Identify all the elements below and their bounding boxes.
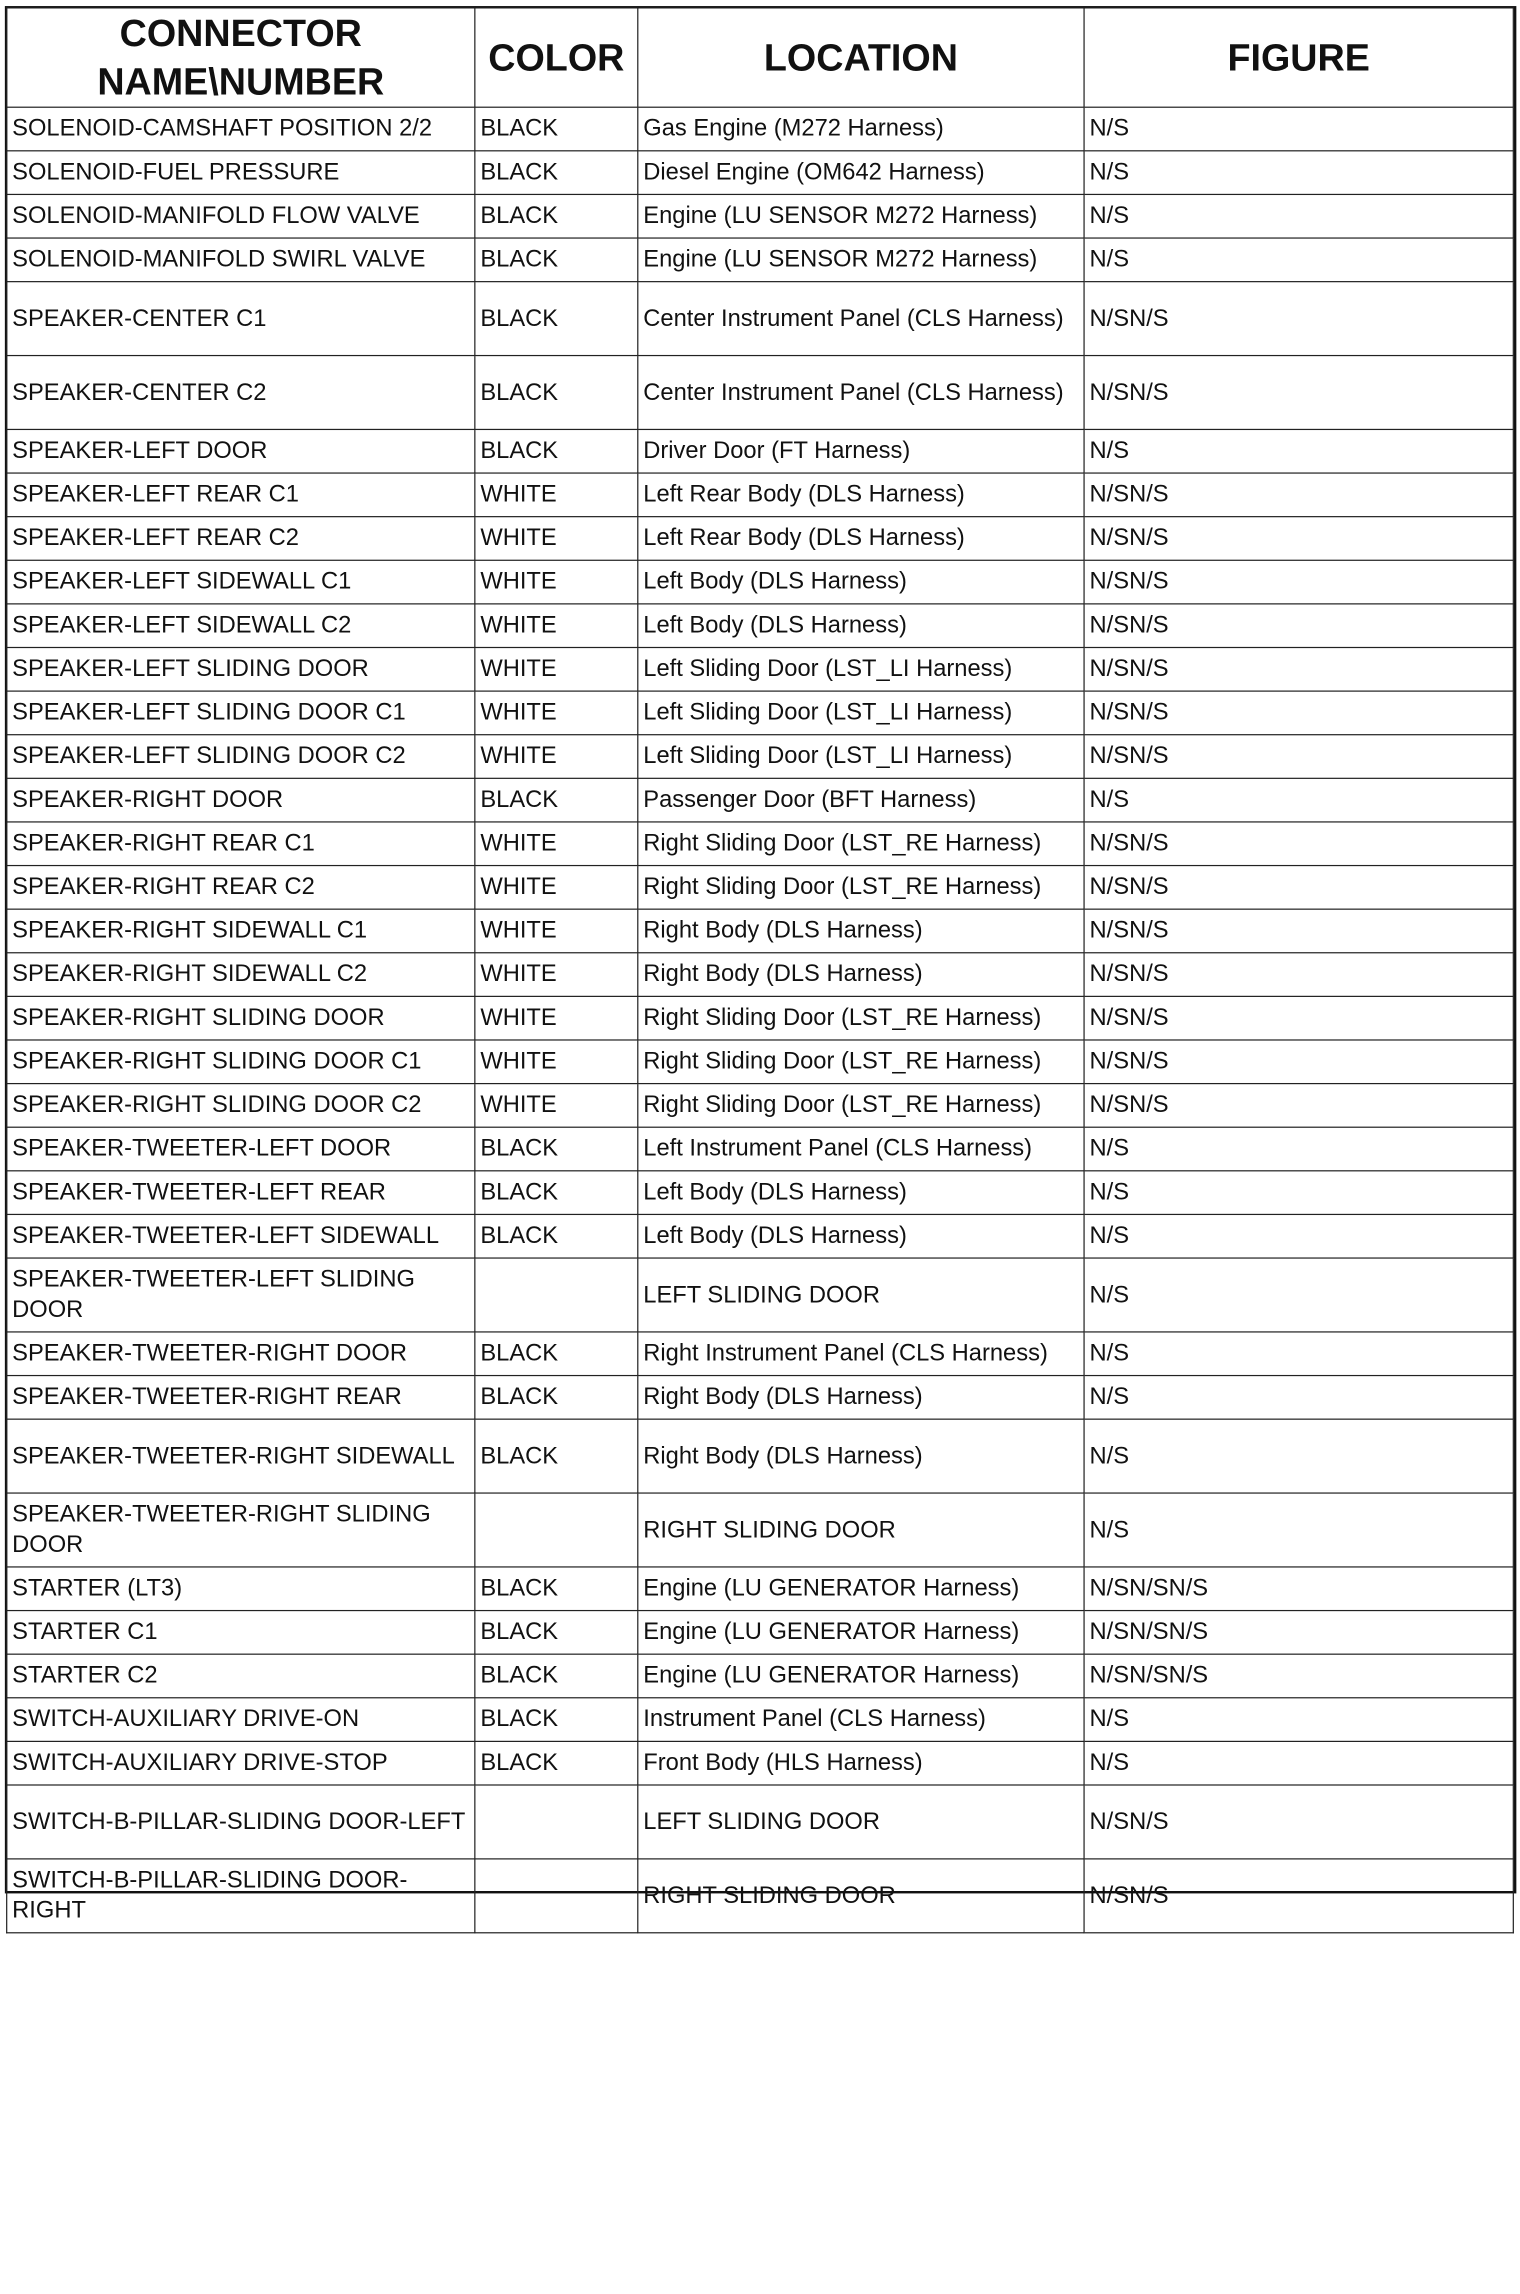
cell-name: SPEAKER-RIGHT SIDEWALL C1	[7, 909, 475, 953]
table-row	[7, 953, 1514, 997]
cell-figure: N/S	[1084, 1741, 1513, 1785]
table-row	[7, 1084, 1514, 1128]
cell-name: SPEAKER-LEFT SLIDING DOOR C1	[7, 691, 475, 735]
table-row	[7, 1171, 1514, 1215]
table-row	[7, 1214, 1514, 1258]
table-row	[7, 1376, 1514, 1420]
cell-color	[475, 1785, 638, 1859]
cell-location: Left Body (DLS Harness)	[638, 1171, 1084, 1215]
table-row	[7, 691, 1514, 735]
cell-location: Right Body (DLS Harness)	[638, 909, 1084, 953]
table-row	[7, 1419, 1514, 1493]
cell-location: Left Body (DLS Harness)	[638, 1214, 1084, 1258]
cell-color: BLACK	[475, 1698, 638, 1742]
cell-color: BLACK	[475, 429, 638, 473]
cell-figure: N/S	[1084, 1698, 1513, 1742]
table-row	[7, 1785, 1514, 1859]
cell-figure: N/SN/S	[1084, 996, 1513, 1040]
cell-location: RIGHT SLIDING DOOR	[638, 1859, 1084, 1933]
cell-location: Left Instrument Panel (CLS Harness)	[638, 1127, 1084, 1171]
cell-figure: N/SN/S	[1084, 1040, 1513, 1084]
cell-location: Right Body (DLS Harness)	[638, 953, 1084, 997]
cell-figure: N/SN/S	[1084, 866, 1513, 910]
table-row	[7, 735, 1514, 779]
table-row	[7, 194, 1514, 238]
table-row	[7, 429, 1514, 473]
cell-location: Engine (LU GENERATOR Harness)	[638, 1654, 1084, 1698]
table-row	[7, 1493, 1514, 1567]
cell-name: SWITCH-AUXILIARY DRIVE-ON	[7, 1698, 475, 1742]
table-row	[7, 1698, 1514, 1742]
cell-color: WHITE	[475, 604, 638, 648]
cell-location: Passenger Door (BFT Harness)	[638, 778, 1084, 822]
cell-location: Left Sliding Door (LST_LI Harness)	[638, 647, 1084, 691]
cell-location: Left Sliding Door (LST_LI Harness)	[638, 735, 1084, 779]
cell-location: LEFT SLIDING DOOR	[638, 1258, 1084, 1332]
cell-figure: N/SN/S	[1084, 822, 1513, 866]
cell-name: SPEAKER-RIGHT SLIDING DOOR C2	[7, 1084, 475, 1128]
cell-color: BLACK	[475, 238, 638, 282]
table-row	[7, 604, 1514, 648]
header-figure: FIGURE	[1084, 8, 1513, 107]
cell-color: BLACK	[475, 1567, 638, 1611]
table-row	[7, 996, 1514, 1040]
cell-figure: N/SN/S	[1084, 473, 1513, 517]
cell-name: SPEAKER-TWEETER-LEFT DOOR	[7, 1127, 475, 1171]
table-row	[7, 909, 1514, 953]
cell-color: WHITE	[475, 1084, 638, 1128]
cell-name: SWITCH-AUXILIARY DRIVE-STOP	[7, 1741, 475, 1785]
table-row	[7, 517, 1514, 561]
cell-location: Driver Door (FT Harness)	[638, 429, 1084, 473]
table-row	[7, 866, 1514, 910]
cell-name: SPEAKER-RIGHT SIDEWALL C2	[7, 953, 475, 997]
cell-name: SPEAKER-LEFT DOOR	[7, 429, 475, 473]
cell-name: SPEAKER-LEFT REAR C2	[7, 517, 475, 561]
cell-color: WHITE	[475, 473, 638, 517]
cell-figure: N/SN/S	[1084, 647, 1513, 691]
cell-location: Instrument Panel (CLS Harness)	[638, 1698, 1084, 1742]
cell-color: BLACK	[475, 282, 638, 356]
cell-figure: N/SN/SN/S	[1084, 1611, 1513, 1655]
cell-figure: N/S	[1084, 1419, 1513, 1493]
header-row	[7, 8, 1514, 107]
cell-location: Left Body (DLS Harness)	[638, 560, 1084, 604]
cell-figure: N/S	[1084, 778, 1513, 822]
cell-name: SPEAKER-RIGHT SLIDING DOOR C1	[7, 1040, 475, 1084]
cell-color: BLACK	[475, 356, 638, 430]
cell-location: Right Sliding Door (LST_RE Harness)	[638, 1084, 1084, 1128]
cell-name: STARTER (LT3)	[7, 1567, 475, 1611]
cell-location: Engine (LU SENSOR M272 Harness)	[638, 238, 1084, 282]
cell-figure: N/S	[1084, 1171, 1513, 1215]
cell-location: Center Instrument Panel (CLS Harness)	[638, 356, 1084, 430]
cell-name: SPEAKER-TWEETER-LEFT SIDEWALL	[7, 1214, 475, 1258]
cell-color: WHITE	[475, 822, 638, 866]
cell-figure: N/SN/SN/S	[1084, 1567, 1513, 1611]
cell-color: WHITE	[475, 647, 638, 691]
table-row	[7, 1741, 1514, 1785]
cell-location: Engine (LU GENERATOR Harness)	[638, 1567, 1084, 1611]
cell-figure: N/SN/S	[1084, 517, 1513, 561]
cell-color: BLACK	[475, 1127, 638, 1171]
cell-figure: N/SN/SN/S	[1084, 1654, 1513, 1698]
header-connector-name: CONNECTOR NAME\NUMBER	[7, 8, 475, 107]
cell-name: SPEAKER-TWEETER-RIGHT SIDEWALL	[7, 1419, 475, 1493]
cell-figure: N/SN/S	[1084, 691, 1513, 735]
cell-location: Left Rear Body (DLS Harness)	[638, 517, 1084, 561]
cell-figure: N/SN/S	[1084, 909, 1513, 953]
cell-location: Left Rear Body (DLS Harness)	[638, 473, 1084, 517]
cell-figure: N/S	[1084, 1214, 1513, 1258]
cell-location: Right Sliding Door (LST_RE Harness)	[638, 1040, 1084, 1084]
cell-name: SWITCH-B-PILLAR-SLIDING DOOR-LEFT	[7, 1785, 475, 1859]
cell-color: WHITE	[475, 1040, 638, 1084]
table-row	[7, 1567, 1514, 1611]
cell-figure: N/SN/S	[1084, 282, 1513, 356]
cell-color: BLACK	[475, 1611, 638, 1655]
cell-color: BLACK	[475, 1419, 638, 1493]
table-row	[7, 282, 1514, 356]
table-row	[7, 107, 1514, 151]
table-row	[7, 1258, 1514, 1332]
cell-location: Engine (LU GENERATOR Harness)	[638, 1611, 1084, 1655]
header-location: LOCATION	[638, 8, 1084, 107]
cell-color	[475, 1859, 638, 1933]
table-row	[7, 822, 1514, 866]
cell-name: SOLENOID-MANIFOLD SWIRL VALVE	[7, 238, 475, 282]
cell-color: BLACK	[475, 107, 638, 151]
table-row	[7, 560, 1514, 604]
cell-color: WHITE	[475, 691, 638, 735]
cell-color: WHITE	[475, 517, 638, 561]
cell-figure: N/S	[1084, 429, 1513, 473]
cell-figure: N/SN/S	[1084, 1859, 1513, 1933]
cell-color: WHITE	[475, 866, 638, 910]
cell-location: Center Instrument Panel (CLS Harness)	[638, 282, 1084, 356]
table-row	[7, 473, 1514, 517]
cell-figure: N/S	[1084, 151, 1513, 195]
cell-figure: N/SN/S	[1084, 1785, 1513, 1859]
table-row	[7, 778, 1514, 822]
table-row	[7, 1127, 1514, 1171]
cell-name: SPEAKER-LEFT SLIDING DOOR	[7, 647, 475, 691]
cell-figure: N/SN/S	[1084, 356, 1513, 430]
cell-figure: N/S	[1084, 238, 1513, 282]
cell-figure: N/S	[1084, 1493, 1513, 1567]
cell-name: SPEAKER-RIGHT DOOR	[7, 778, 475, 822]
header-color: COLOR	[475, 8, 638, 107]
cell-figure: N/S	[1084, 194, 1513, 238]
table-row	[7, 1654, 1514, 1698]
cell-color: WHITE	[475, 996, 638, 1040]
cell-color: BLACK	[475, 778, 638, 822]
connector-table	[6, 7, 1514, 1933]
cell-location: RIGHT SLIDING DOOR	[638, 1493, 1084, 1567]
cell-color: BLACK	[475, 1376, 638, 1420]
cell-color: WHITE	[475, 909, 638, 953]
cell-location: Front Body (HLS Harness)	[638, 1741, 1084, 1785]
cell-name: SPEAKER-CENTER C2	[7, 356, 475, 430]
cell-color: WHITE	[475, 953, 638, 997]
cell-name: SPEAKER-RIGHT REAR C1	[7, 822, 475, 866]
cell-figure: N/SN/S	[1084, 1084, 1513, 1128]
cell-color: BLACK	[475, 1214, 638, 1258]
table-row	[7, 1332, 1514, 1376]
cell-figure: N/S	[1084, 1258, 1513, 1332]
cell-name: SPEAKER-TWEETER-RIGHT SLIDING DOOR	[7, 1493, 475, 1567]
cell-color: BLACK	[475, 1332, 638, 1376]
cell-location: Right Body (DLS Harness)	[638, 1376, 1084, 1420]
cell-name: SPEAKER-RIGHT REAR C2	[7, 866, 475, 910]
cell-name: SPEAKER-TWEETER-LEFT REAR	[7, 1171, 475, 1215]
cell-location: LEFT SLIDING DOOR	[638, 1785, 1084, 1859]
cell-name: SPEAKER-LEFT SIDEWALL C1	[7, 560, 475, 604]
table-row	[7, 356, 1514, 430]
cell-color: BLACK	[475, 1171, 638, 1215]
cell-location: Left Sliding Door (LST_LI Harness)	[638, 691, 1084, 735]
cell-location: Diesel Engine (OM642 Harness)	[638, 151, 1084, 195]
cell-name: SOLENOID-FUEL PRESSURE	[7, 151, 475, 195]
cell-color: WHITE	[475, 735, 638, 779]
table-row	[7, 151, 1514, 195]
table-row	[7, 1859, 1514, 1933]
cell-color: BLACK	[475, 1741, 638, 1785]
cell-location: Gas Engine (M272 Harness)	[638, 107, 1084, 151]
cell-figure: N/S	[1084, 1376, 1513, 1420]
cell-figure: N/SN/S	[1084, 604, 1513, 648]
cell-location: Right Body (DLS Harness)	[638, 1419, 1084, 1493]
cell-name: STARTER C2	[7, 1654, 475, 1698]
cell-name: SPEAKER-TWEETER-RIGHT REAR	[7, 1376, 475, 1420]
cell-name: SPEAKER-TWEETER-LEFT SLIDING DOOR	[7, 1258, 475, 1332]
cell-color: WHITE	[475, 560, 638, 604]
cell-location: Right Instrument Panel (CLS Harness)	[638, 1332, 1084, 1376]
cell-name: SPEAKER-LEFT REAR C1	[7, 473, 475, 517]
cell-location: Right Sliding Door (LST_RE Harness)	[638, 866, 1084, 910]
cell-location: Right Sliding Door (LST_RE Harness)	[638, 822, 1084, 866]
cell-location: Engine (LU SENSOR M272 Harness)	[638, 194, 1084, 238]
cell-figure: N/SN/S	[1084, 953, 1513, 997]
cell-location: Left Body (DLS Harness)	[638, 604, 1084, 648]
cell-color: BLACK	[475, 151, 638, 195]
cell-color	[475, 1493, 638, 1567]
cell-figure: N/SN/S	[1084, 560, 1513, 604]
cell-color: BLACK	[475, 1654, 638, 1698]
cell-name: SPEAKER-CENTER C1	[7, 282, 475, 356]
cell-figure: N/S	[1084, 107, 1513, 151]
cell-figure: N/S	[1084, 1127, 1513, 1171]
cell-name: SPEAKER-TWEETER-RIGHT DOOR	[7, 1332, 475, 1376]
table-row	[7, 1611, 1514, 1655]
cell-name: STARTER C1	[7, 1611, 475, 1655]
cell-color	[475, 1258, 638, 1332]
cell-color: BLACK	[475, 194, 638, 238]
table-row	[7, 238, 1514, 282]
cell-name: SPEAKER-LEFT SLIDING DOOR C2	[7, 735, 475, 779]
table-row	[7, 647, 1514, 691]
cell-location: Right Sliding Door (LST_RE Harness)	[638, 996, 1084, 1040]
cell-name: SPEAKER-RIGHT SLIDING DOOR	[7, 996, 475, 1040]
table-row	[7, 1040, 1514, 1084]
cell-figure: N/S	[1084, 1332, 1513, 1376]
cell-name: SPEAKER-LEFT SIDEWALL C2	[7, 604, 475, 648]
cell-name: SWITCH-B-PILLAR-SLIDING DOOR-RIGHT	[7, 1859, 475, 1933]
cell-figure: N/SN/S	[1084, 735, 1513, 779]
cell-name: SOLENOID-MANIFOLD FLOW VALVE	[7, 194, 475, 238]
cell-name: SOLENOID-CAMSHAFT POSITION 2/2	[7, 107, 475, 151]
